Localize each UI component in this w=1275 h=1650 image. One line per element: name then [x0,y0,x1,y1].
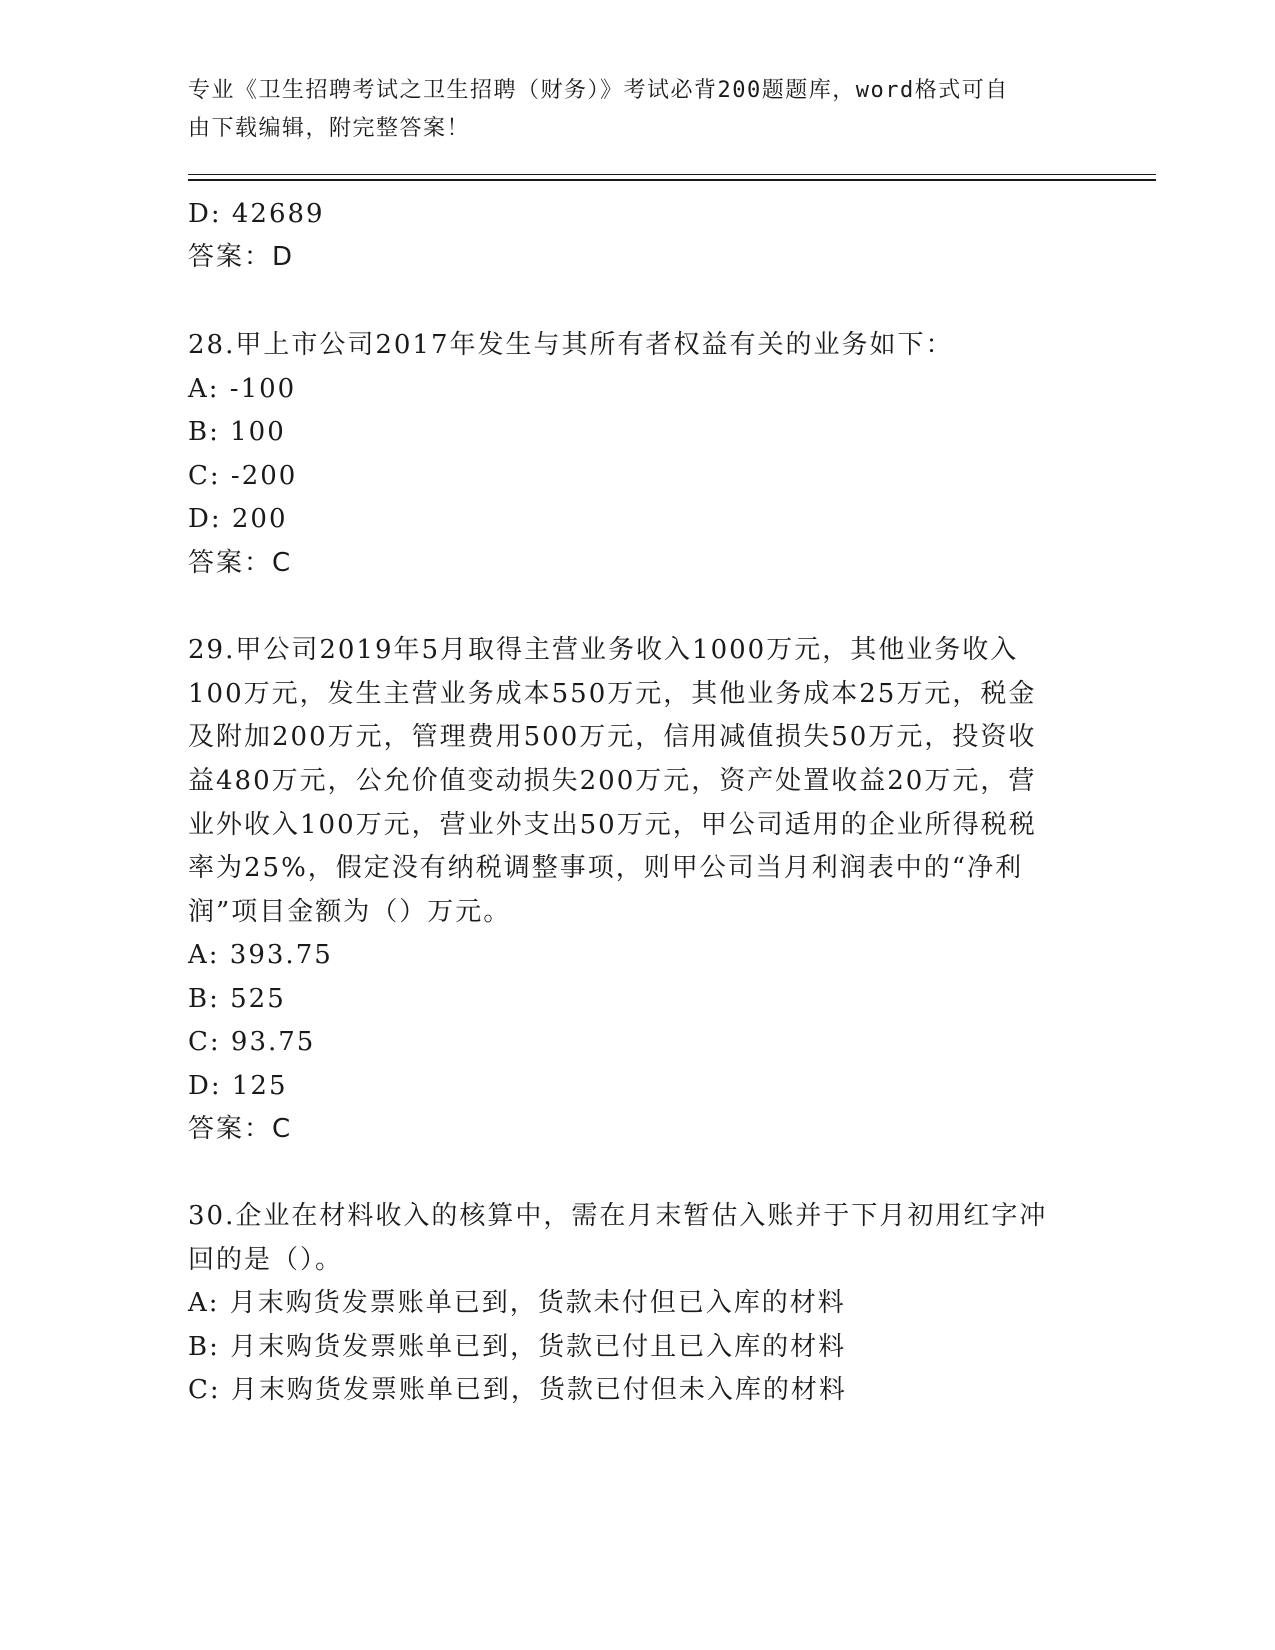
header-rule-thin [188,174,1156,175]
option-30-a: A: 月末购货发票账单已到，货款未付但已入库的材料 [188,1288,846,1318]
document-header [188,72,1078,148]
question-29-line-1: 29.甲公司2019年5月取得主营业务收入1000万元，其他业务收入 [188,635,1019,665]
header-line-1: 专业《卫生招聘考试之卫生招聘（财务）》考试必背200题题库，word格式可自 [188,78,1009,103]
question-29-line-5: 业外收入100万元，营业外支出50万元，甲公司适用的企业所得税税 [188,810,1037,840]
question-29-line-7: 润”项目金额为（）万元。 [188,897,512,927]
answer-29: 答案：C [188,1114,293,1144]
question-29-line-3: 及附加200万元，管理费用500万元，信用减值损失50万元，投资收 [188,722,1037,752]
question-29-line-4: 益480万元，公允价值变动损失200万元，资产处置收益20万元，营 [188,766,1037,796]
option-28-b: B: 100 [188,417,286,447]
answer-28: 答案：C [188,548,293,578]
header-line-2: 由下载编辑，附完整答案！ [188,116,471,141]
question-29-line-2: 100万元，发生主营业务成本550万元，其他业务成本25万元，税金 [188,679,1037,709]
question-30-line-1: 30.企业在材料收入的核算中，需在月末暂估入账并于下月初用红字冲 [188,1201,1048,1231]
question-28: 28.甲上市公司2017年发生与其所有者权益有关的业务如下： [188,330,954,360]
option-29-b: B: 525 [188,984,286,1014]
option-29-a: A: 393.75 [188,940,333,970]
question-30-line-2: 回的是（）。 [188,1245,344,1275]
option-29-c: C: 93.75 [188,1027,316,1057]
header-rule-thick [188,179,1156,181]
option-30-b: B: 月末购货发票账单已到，货款已付且已入库的材料 [188,1332,847,1362]
option-27-d: D: 42689 [188,199,325,229]
option-28-c: C: -200 [188,461,298,491]
option-28-a: A: -100 [188,374,297,404]
option-28-d: D: 200 [188,504,288,534]
option-30-c: C: 月末购货发票账单已到，货款已付但未入库的材料 [188,1375,847,1405]
option-29-d: D: 125 [188,1071,288,1101]
question-29-line-6: 率为25%，假定没有纳税调整事项，则甲公司当月利润表中的“净利 [188,853,1024,883]
answer-27: 答案：D [188,242,295,272]
